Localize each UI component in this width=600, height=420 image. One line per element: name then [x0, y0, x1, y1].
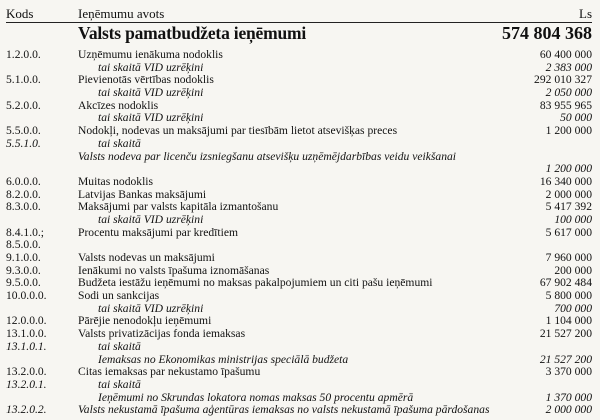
table-row [6, 366, 592, 379]
table-row [6, 392, 592, 405]
row-description [78, 239, 492, 252]
table-row [6, 379, 592, 392]
row-amount: 21 527 200 [539, 352, 592, 366]
table-row [6, 341, 592, 354]
row-amount: 5 800 000 [545, 289, 592, 303]
row-code: 13.1.0.0. [6, 327, 47, 341]
table-row [6, 328, 592, 341]
revenue-rows [6, 49, 592, 417]
row-amount: 2 000 000 [545, 187, 592, 201]
row-description: tai skaitā VID uzrēķini [98, 302, 204, 315]
row-amount: 5 417 392 [545, 200, 592, 214]
row-description: Valsts nodeva par licenču izsniegšanu atsevišķu uzņēmējdarbības veidu veikšanai [78, 150, 457, 163]
row-code: 5.5.0.0. [6, 124, 41, 138]
table-row [6, 87, 592, 100]
row-code [6, 163, 78, 176]
row-amount: 1 104 000 [545, 314, 592, 328]
row-amount: 83 955 965 [539, 98, 592, 112]
table-row [6, 189, 592, 202]
row-code: 12.0.0.0. [6, 314, 47, 328]
row-description: Uzņēmumu ienākuma nodoklis [78, 49, 223, 61]
table-row [6, 404, 592, 417]
total-row [6, 23, 592, 49]
row-amount: 2 383 000 [545, 60, 592, 74]
total-label: Valsts pamatbudžeta ieņēmumi [78, 23, 307, 43]
row-description: Ieņēmumi no Skrundas lokatora nomas maksas 50 procentu apmērā [98, 391, 414, 404]
row-description: Akcīzes nodoklis [78, 99, 159, 112]
row-description: Pārējie nenodokļu ieņēmumi [78, 315, 212, 328]
row-code: 6.0.0.0. [6, 174, 41, 188]
table-row [6, 265, 592, 278]
row-description: Ienākumi no valsts īpašuma iznomāšanas [78, 264, 270, 277]
row-code: 8.4.1.0.; [6, 225, 45, 239]
table-row [6, 290, 592, 303]
row-code: 8.2.0.0. [6, 187, 41, 201]
table-header [6, 0, 592, 23]
row-amount: 16 340 000 [539, 174, 592, 188]
table-row [6, 277, 592, 290]
row-amount: 1 370 000 [545, 390, 592, 404]
row-description: Valsts nodevas un maksājumi [78, 252, 215, 264]
header-currency: Ls [579, 6, 592, 21]
row-amount: 100 000 [554, 212, 592, 226]
row-amount [492, 379, 592, 392]
row-description: tai skaitā [98, 378, 141, 391]
row-description: Sodi un sankcijas [78, 290, 160, 303]
header-avots: Ieņēmumu avots [78, 6, 165, 21]
row-amount: 5 617 000 [545, 225, 592, 239]
row-amount: 2 000 000 [545, 403, 592, 417]
row-description: Citas iemaksas par nekustamo īpašumu [78, 366, 261, 379]
row-description: Valsts nekustamā īpašuma aģentūras iemaksas no valsts nekustamā īpašuma pārdošanas [78, 404, 490, 417]
row-amount: 7 960 000 [545, 251, 592, 264]
row-description: Pievienotās vērtības nodoklis [78, 74, 214, 87]
row-amount [492, 341, 592, 354]
table-row [6, 49, 592, 62]
row-amount: 60 400 000 [539, 48, 592, 61]
row-description: tai skaitā VID uzrēķini [98, 61, 204, 74]
row-code: 8.3.0.0. [6, 200, 41, 214]
row-description: Muitas nodoklis [78, 175, 154, 188]
row-amount: 700 000 [554, 301, 592, 315]
table-row [6, 74, 592, 87]
header-kods: Kods [6, 6, 34, 21]
table-row [6, 151, 592, 164]
table-row [6, 62, 592, 75]
row-code: 13.1.0.1. [6, 339, 47, 353]
row-code: 8.5.0.0. [6, 238, 41, 252]
table-row [6, 303, 592, 316]
row-description: tai skaitā VID uzrēķini [98, 213, 204, 226]
row-code: 9.3.0.0. [6, 263, 41, 277]
row-code: 13.2.0.1. [6, 377, 47, 391]
row-amount: 1 200 000 [545, 124, 592, 138]
row-description: tai skaitā [98, 340, 141, 353]
row-description: tai skaitā VID uzrēķini [98, 112, 204, 125]
total-amount: 574 804 368 [502, 23, 592, 43]
table-row [6, 252, 592, 265]
table-row [6, 125, 592, 138]
row-amount: 50 000 [560, 111, 592, 125]
row-code: 10.0.0.0. [6, 289, 47, 303]
row-code: 9.1.0.0. [6, 251, 41, 264]
row-code [6, 214, 78, 227]
row-description: Procentu maksājumi par kredītiem [78, 226, 239, 239]
row-code: 5.5.1.0. [6, 136, 41, 150]
row-amount: 2 050 000 [545, 86, 592, 100]
row-amount: 21 527 200 [539, 327, 592, 341]
row-amount: 200 000 [554, 263, 592, 277]
table-row [6, 239, 592, 252]
table-row [6, 112, 592, 125]
row-code: 5.1.0.0. [6, 73, 41, 87]
row-amount: 1 200 000 [545, 162, 592, 176]
table-row [6, 138, 592, 151]
table-row [6, 227, 592, 240]
table-row [6, 201, 592, 214]
row-description: tai skaitā [98, 137, 141, 150]
row-code: 9.5.0.0. [6, 276, 41, 290]
row-description: Iemaksas no Ekonomikas ministrijas speciālā budžeta [98, 353, 349, 366]
row-code: 5.2.0.0. [6, 98, 41, 112]
row-code: 13.2.0.2. [6, 403, 47, 417]
row-description: tai skaitā VID uzrēķini [98, 87, 204, 100]
row-description [78, 163, 492, 176]
row-description: Valsts privatizācijas fonda iemaksas [78, 328, 246, 341]
table-row [6, 163, 592, 176]
table-row [6, 176, 592, 189]
row-description: Nodokļi, nodevas un maksājumi par tiesībām lietot atsevišķas preces [78, 125, 398, 138]
row-amount [492, 138, 592, 151]
row-code: 1.2.0.0. [6, 48, 41, 61]
row-amount: 3 370 000 [545, 365, 592, 379]
row-description: Budžeta iestāžu ieņēmumi no maksas pakalpojumiem un citi pašu ieņēmumi [78, 277, 433, 290]
row-description: Latvijas Bankas maksājumi [78, 188, 207, 201]
table-row [6, 214, 592, 227]
row-description: Maksājumi par valsts kapitāla izmantošanu [78, 201, 279, 214]
table-row [6, 100, 592, 113]
table-row [6, 354, 592, 367]
row-code [6, 87, 78, 100]
row-code [6, 151, 78, 164]
row-amount: 67 902 484 [539, 276, 592, 290]
table-row [6, 315, 592, 328]
row-code: 13.2.0.0. [6, 365, 47, 379]
row-amount: 292 010 327 [534, 73, 592, 87]
